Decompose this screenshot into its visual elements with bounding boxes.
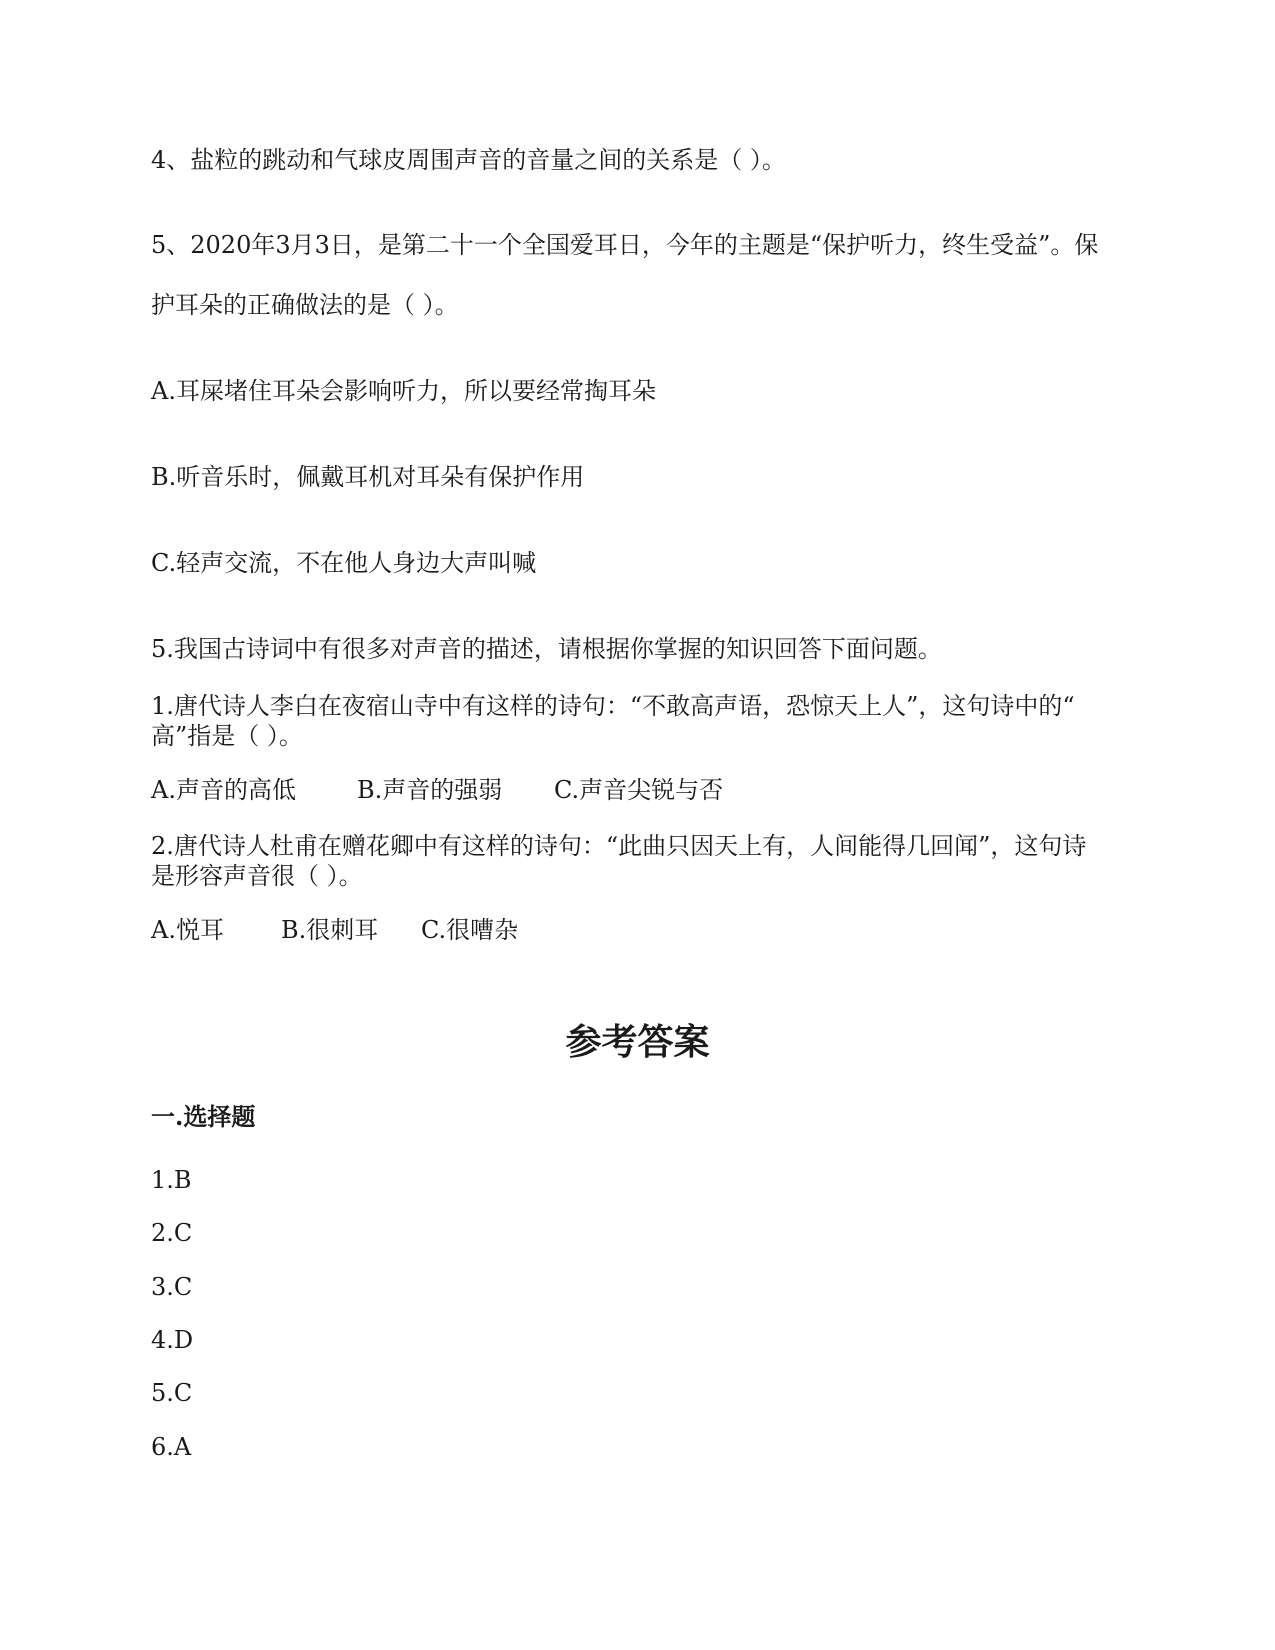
sub-question-1-options [151, 775, 723, 805]
answer-item: 4.D [151, 1326, 194, 1354]
answer-item: 3.C [151, 1273, 193, 1301]
poetry-question-intro: 5.我国古诗词中有很多对声音的描述，请根据你掌握的知识回答下面问题。 [151, 635, 942, 663]
sub-question-1-option-b: B.声音的强弱 [357, 776, 503, 804]
sub-question-2-options [151, 915, 518, 945]
sub-question-2-line1: 2.唐代诗人杜甫在赠花卿中有这样的诗句：“此曲只因天上有，人间能得几回闻”，这句诗 [151, 832, 1087, 860]
question-5-line1: 5、2020年3月3日，是第二十一个全国爱耳日，今年的主题是“保护听力，终生受益”。保 [151, 231, 1099, 259]
answer-key-title: 参考答案 [565, 1021, 710, 1063]
sub-question-1-option-a: A.声音的高低 [151, 776, 296, 804]
sub-question-2-line2: 是形容声音很（ ）。 [151, 862, 363, 890]
sub-question-1-line2: 高”指是（ ）。 [151, 722, 303, 750]
answer-item: 6.A [151, 1433, 192, 1461]
sub-question-1-option-c: C.声音尖锐与否 [554, 776, 724, 804]
answer-item: 2.C [151, 1219, 193, 1247]
question-5-option-a: A.耳屎堵住耳朵会影响听力，所以要经常掏耳朵 [151, 377, 656, 405]
question-4: 4、盐粒的跳动和气球皮周围声音的音量之间的关系是（ ）。 [151, 146, 786, 174]
section-heading: 一.选择题 [151, 1102, 256, 1131]
sub-question-2-option-b: B.很刺耳 [281, 916, 379, 944]
question-5-line2: 护耳朵的正确做法的是（ ）。 [151, 291, 459, 319]
sub-question-2-option-c: C.很嘈杂 [421, 916, 519, 944]
sub-question-2-option-a: A.悦耳 [151, 916, 224, 944]
answer-item: 5.C [151, 1379, 193, 1407]
question-5-option-b: B.听音乐时，佩戴耳机对耳朵有保护作用 [151, 463, 585, 491]
sub-question-1-line1: 1.唐代诗人李白在夜宿山寺中有这样的诗句：“不敢高声语，恐惊天上人”，这句诗中的“ [151, 692, 1075, 720]
question-5-option-c: C.轻声交流，不在他人身边大声叫喊 [151, 549, 537, 577]
answer-item: 1.B [151, 1166, 192, 1194]
